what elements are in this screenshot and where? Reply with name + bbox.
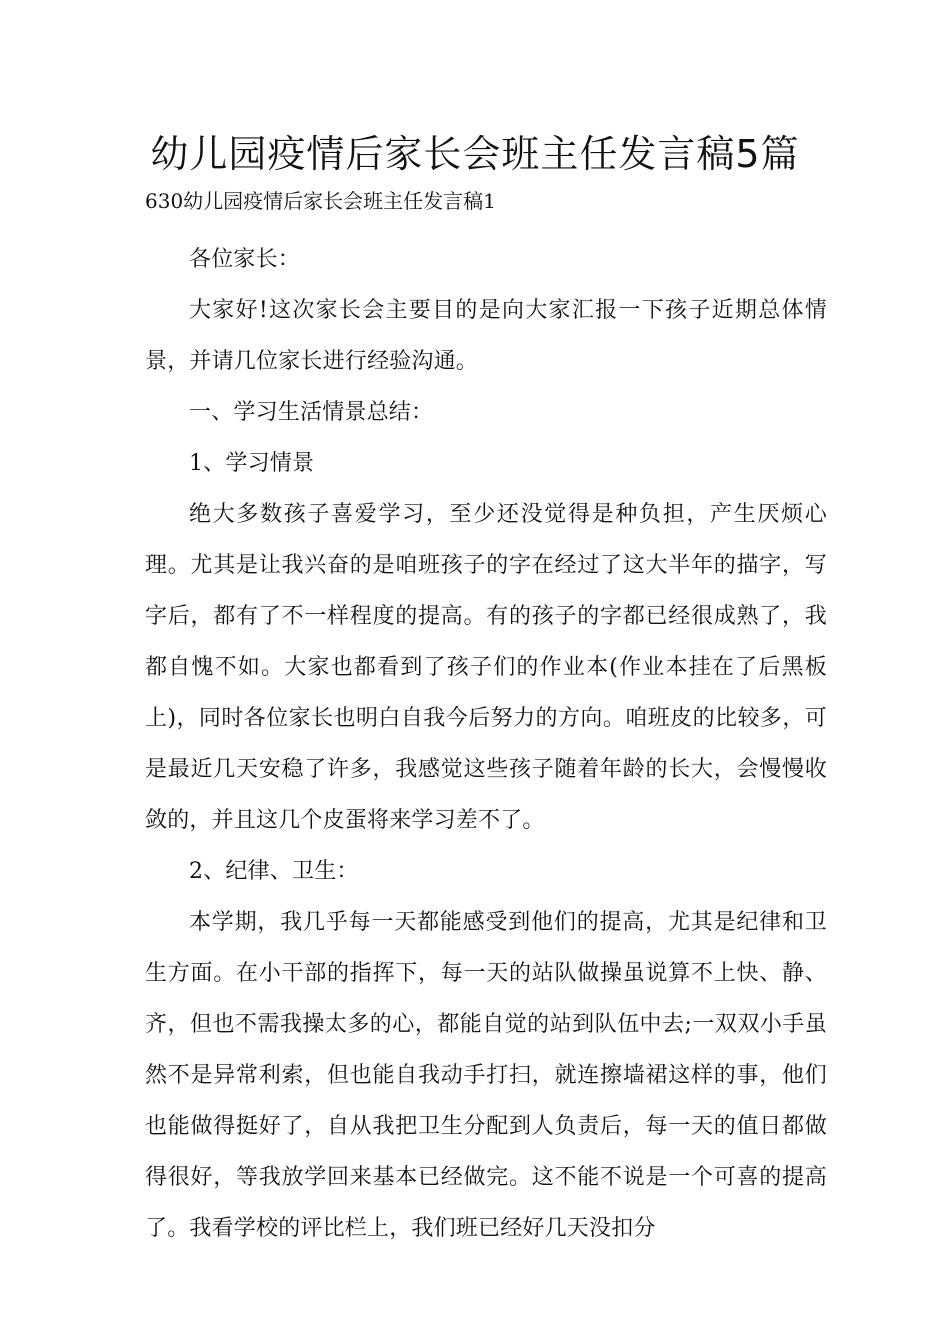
body-paragraph: 绝大多数孩子喜爱学习，至少还没觉得是种负担，产生厌烦心理。尤其是让我兴奋的是咱班孩子的字在经过了这大半年的描字，写字后，都有了不一样程度的提高。有的孩子的字都已经很成熟了，我都自愧不如。大家也都看到了孩子们的作业本(作业本挂在了后黑板上)，同时各位家长也明白自我今后努力的方向。咱班皮的比较多，可是最近几天安稳了许多，我感觉这些孩子随着年龄的长大，会慢慢收敛的，并且这几个皮蛋将来学习差不了。 <box>145 502 827 833</box>
intro-paragraph: 大家好!这次家长会主要目的是向大家汇报一下孩子近期总体情景，并请几位家长进行经验沟通。 <box>145 298 827 374</box>
subsection-heading: 1、学习情景 <box>189 451 315 476</box>
greeting-paragraph: 各位家长： <box>189 247 301 272</box>
subsection-heading: 2、纪律、卫生： <box>189 859 359 884</box>
section-heading: 一、学习生活情景总结： <box>189 400 434 425</box>
body-paragraph: 本学期，我几乎每一天都能感受到他们的提高，尤其是纪律和卫生方面。在小干部的指挥下，每一天的站队做操虽说算不上快、静、齐，但也不需我操太多的心，都能自觉的站到队伍中去;一双双小手虽然不是异常利索，但也能自我动手打扫，就连擦墙裙这样的事，他们也能做得挺好了，自从我把卫生分配到人负责后，每一天的值日都做得很好，等我放学回来基本已经做完。这不能不说是一个可喜的提高了。我看学校的评比栏上，我们班已经好几天没扣分 <box>145 910 827 1241</box>
document-subtitle: 630幼儿园疫情后家长会班主任发言稿1 <box>145 189 496 213</box>
document-title: 幼儿园疫情后家长会班主任发言稿5篇 <box>150 132 800 176</box>
document-body <box>145 234 827 1254</box>
